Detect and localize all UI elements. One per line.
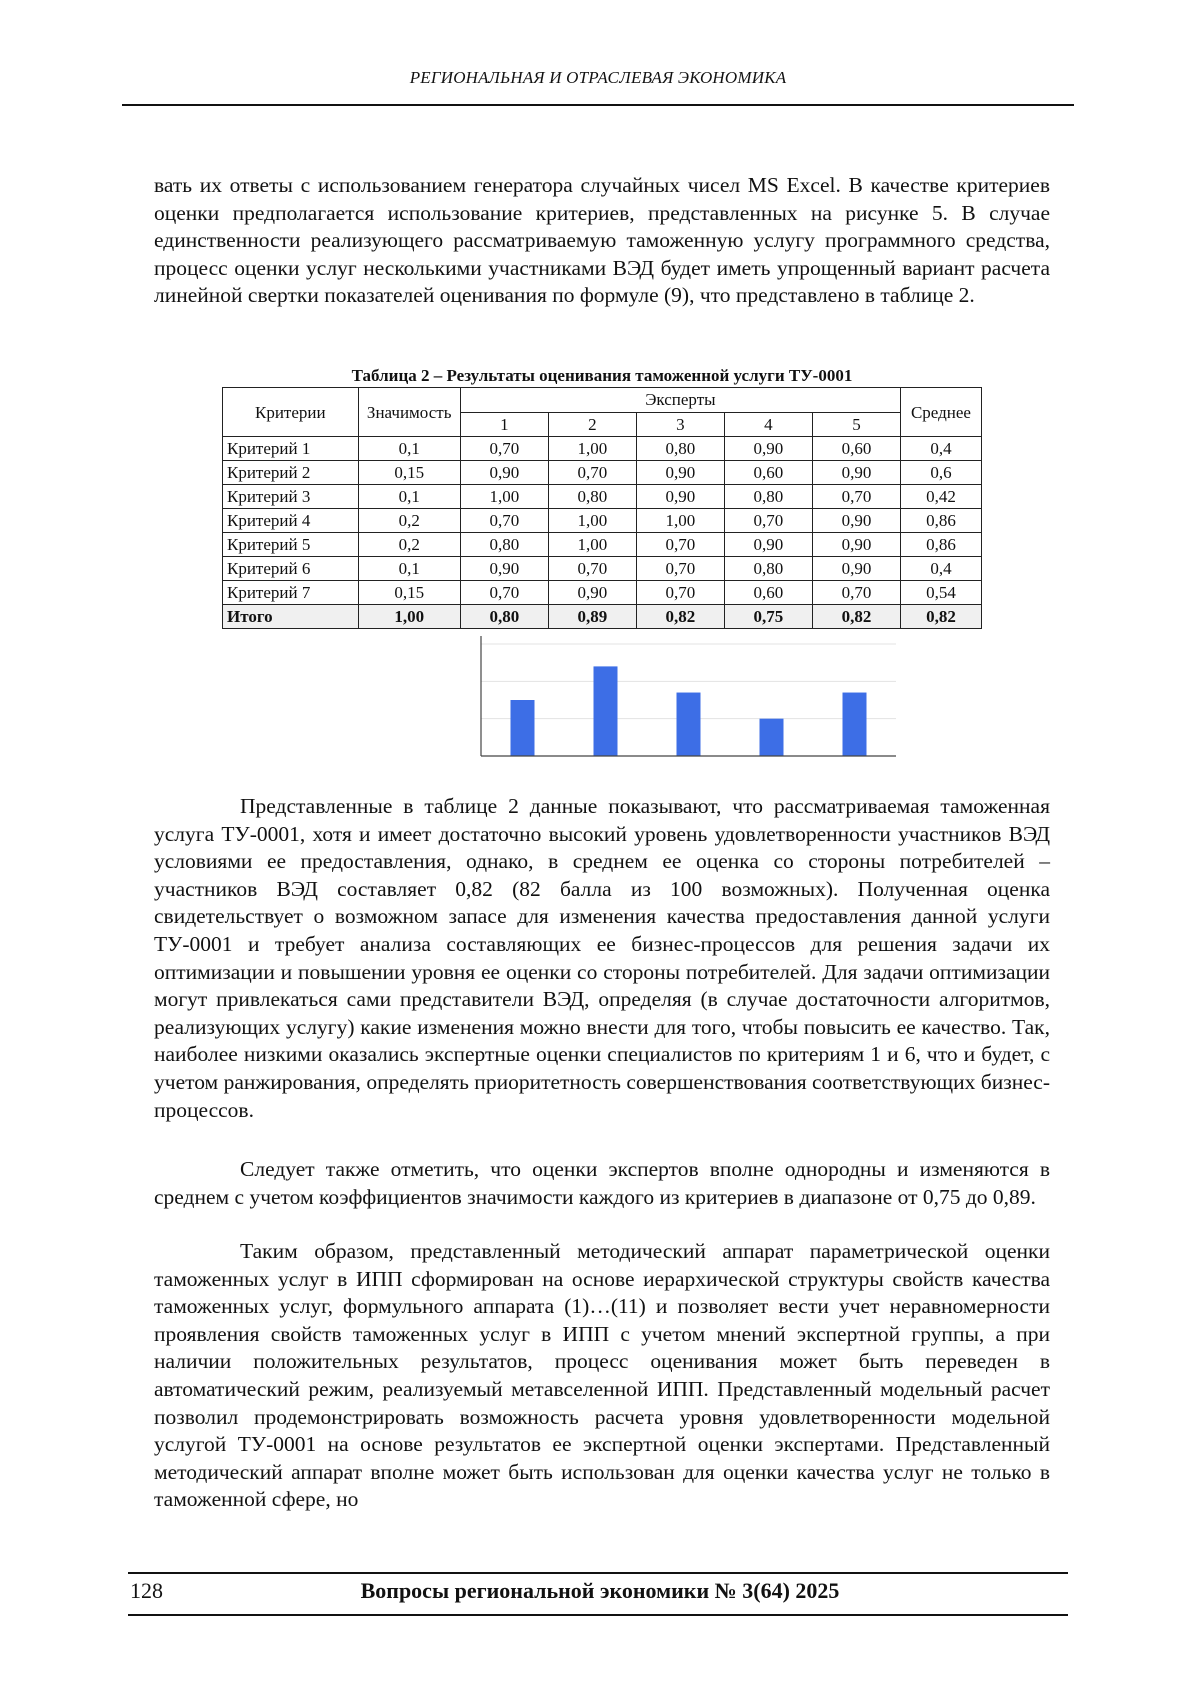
score-cell: 0,60	[812, 437, 900, 461]
score-cell: 0,70	[460, 581, 548, 605]
weight-cell: 1,00	[358, 605, 460, 629]
score-cell: 0,90	[812, 461, 900, 485]
table-row	[223, 437, 982, 461]
score-cell: 0,70	[812, 581, 900, 605]
score-cell: 0,90	[812, 509, 900, 533]
score-cell: 0,80	[724, 557, 812, 581]
score-cell: 1,00	[548, 509, 636, 533]
score-cell: 0,82	[812, 605, 900, 629]
results-table	[222, 387, 982, 629]
score-cell: 0,75	[724, 605, 812, 629]
mean-cell: 0,54	[900, 581, 981, 605]
page-number: 128	[130, 1578, 163, 1603]
criterion-label: Критерий 2	[223, 461, 359, 485]
mean-cell: 0,6	[900, 461, 981, 485]
criterion-label: Критерий 4	[223, 509, 359, 533]
mean-cell: 0,86	[900, 533, 981, 557]
score-cell: 0,80	[460, 605, 548, 629]
header-experts: Эксперты	[460, 388, 900, 413]
score-cell: 1,00	[636, 509, 724, 533]
header-expert-number: 5	[812, 412, 900, 437]
score-cell: 0,70	[812, 485, 900, 509]
score-cell: 1,00	[548, 437, 636, 461]
header-rule	[122, 104, 1074, 106]
header-expert-number: 1	[460, 412, 548, 437]
criterion-label: Итого	[223, 605, 359, 629]
score-cell: 0,60	[724, 581, 812, 605]
score-cell: 0,80	[636, 437, 724, 461]
chart-bar	[511, 700, 535, 756]
score-cell: 0,90	[636, 485, 724, 509]
mean-cell: 0,82	[900, 605, 981, 629]
criterion-label: Критерий 7	[223, 581, 359, 605]
score-cell: 0,70	[460, 509, 548, 533]
score-cell: 1,00	[548, 533, 636, 557]
table-row	[223, 557, 982, 581]
table-caption: Таблица 2 – Результаты оценивания таможенной услуги ТУ-0001	[351, 366, 853, 385]
mean-cell: 0,86	[900, 509, 981, 533]
table-total-row	[223, 605, 982, 629]
table-body	[223, 437, 982, 629]
weight-cell: 0,1	[358, 557, 460, 581]
chart-bar	[760, 719, 784, 756]
score-cell: 0,60	[724, 461, 812, 485]
weight-cell: 0,15	[358, 581, 460, 605]
score-cell: 0,90	[724, 533, 812, 557]
chart-bar	[677, 693, 701, 756]
score-cell: 0,80	[724, 485, 812, 509]
score-cell: 0,70	[460, 437, 548, 461]
paragraph-intro: вать их ответы с использованием генератора случайных чисел MS Excel. В качестве критериев оценки предполагается использование критериев, представленных на рисунке 5. В случае единственности реализующего рассматриваемую таможенную услугу программного средства, процесс оценки услуг несколькими участниками ВЭД будет иметь упрощенный вариант расчета линейной свертки показателей оценивания по формуле (9), что представлено в таблице 2.	[154, 173, 1050, 308]
score-cell: 0,82	[636, 605, 724, 629]
criterion-label: Критерий 6	[223, 557, 359, 581]
score-cell: 0,90	[460, 461, 548, 485]
table-row	[223, 485, 982, 509]
table-row	[223, 581, 982, 605]
expert-scores-chart	[480, 636, 930, 758]
score-cell: 0,90	[812, 533, 900, 557]
score-cell: 1,00	[460, 485, 548, 509]
table-row	[223, 461, 982, 485]
paragraph-analysis: Представленные в таблице 2 данные показывают, что рассматриваемая таможенная услуга ТУ-0001, хотя и имеет достаточно высокий уровень удовлетворенности участников ВЭД условиями ее предоставления, однако, в среднем ее оценка со стороны потребителей – участников ВЭД составляет 0,82 (82 балла из 100 возможных). Полученная оценка свидетельствует о возможном запасе для изменения качества предоставления данной услуги ТУ-0001 и требует анализа составляющих ее бизнес-процессов для решения задачи их оптимизации и повышении уровня ее оценки со стороны потребителей. Для задачи оптимизации могут привлекаться сами представители ВЭД, определяя (в случае достаточности алгоритмов, реализующих услугу) какие изменения можно внести для того, чтобы повысить ее качество. Так, наиболее низкими оказались экспертные оценки специалистов по критериям 1 и 6, что и будет, с учетом ранжирования, определять приоритетность совершенствования соответствующих бизнес-процессов.	[154, 794, 1050, 1122]
footer-rule-top	[128, 1572, 1068, 1574]
score-cell: 0,80	[548, 485, 636, 509]
score-cell: 0,70	[636, 581, 724, 605]
mean-cell: 0,4	[900, 557, 981, 581]
paragraph-conclusion: Таким образом, представленный методический аппарат параметрической оценки таможенных услуг в ИПП сформирован на основе иерархической структуры свойств качества таможенных услуг, формульного аппарата (1)…(11) и позволяет вести учет неравномерности проявления свойств таможенных услуг в ИПП с учетом мнений экспертной группы, а при наличии положительных результатов, процесс оценивания может быть переведен в автоматический режим, реализуемый метавселенной ИПП. Представленный модельный расчет позволил продемонстрировать возможность расчета уровня удовлетворенности модельной услугой ТУ-0001 на основе результатов ее экспертной оценки экспертами. Представленный методический аппарат вполне может быть использован для оценки качества услуг не только в таможенной сфере, но	[154, 1239, 1050, 1512]
score-cell: 0,80	[460, 533, 548, 557]
criterion-label: Критерий 3	[223, 485, 359, 509]
header-criteria: Критерии	[223, 388, 359, 437]
weight-cell: 0,1	[358, 437, 460, 461]
mean-cell: 0,4	[900, 437, 981, 461]
header-expert-number: 4	[724, 412, 812, 437]
criterion-label: Критерий 1	[223, 437, 359, 461]
chart-bar	[594, 666, 618, 756]
weight-cell: 0,2	[358, 509, 460, 533]
score-cell: 0,70	[548, 557, 636, 581]
table-row	[223, 533, 982, 557]
header-expert-number: 2	[548, 412, 636, 437]
weight-cell: 0,15	[358, 461, 460, 485]
score-cell: 0,90	[460, 557, 548, 581]
score-cell: 0,70	[636, 533, 724, 557]
header-expert-number: 3	[636, 412, 724, 437]
score-cell: 0,90	[724, 437, 812, 461]
chart-bar	[843, 693, 867, 756]
journal-title: Вопросы региональной экономики № 3(64) 2025	[360, 1578, 840, 1603]
score-cell: 0,70	[636, 557, 724, 581]
running-title: РЕГИОНАЛЬНАЯ И ОТРАСЛЕВАЯ ЭКОНОМИКА	[409, 68, 787, 87]
score-cell: 0,90	[636, 461, 724, 485]
weight-cell: 0,1	[358, 485, 460, 509]
score-cell: 0,70	[548, 461, 636, 485]
paragraph-homogeneity: Следует также отметить, что оценки экспертов вполне однородны и изменяются в среднем с учетом коэффициентов значимости каждого из критериев в диапазоне от 0,75 до 0,89.	[154, 1157, 1050, 1209]
weight-cell: 0,2	[358, 533, 460, 557]
score-cell: 0,70	[724, 509, 812, 533]
header-weight: Значимость	[358, 388, 460, 437]
criterion-label: Критерий 5	[223, 533, 359, 557]
header-mean: Среднее	[900, 388, 981, 437]
mean-cell: 0,42	[900, 485, 981, 509]
table-row	[223, 509, 982, 533]
footer-rule-bottom	[128, 1614, 1068, 1616]
score-cell: 0,89	[548, 605, 636, 629]
score-cell: 0,90	[812, 557, 900, 581]
score-cell: 0,90	[548, 581, 636, 605]
